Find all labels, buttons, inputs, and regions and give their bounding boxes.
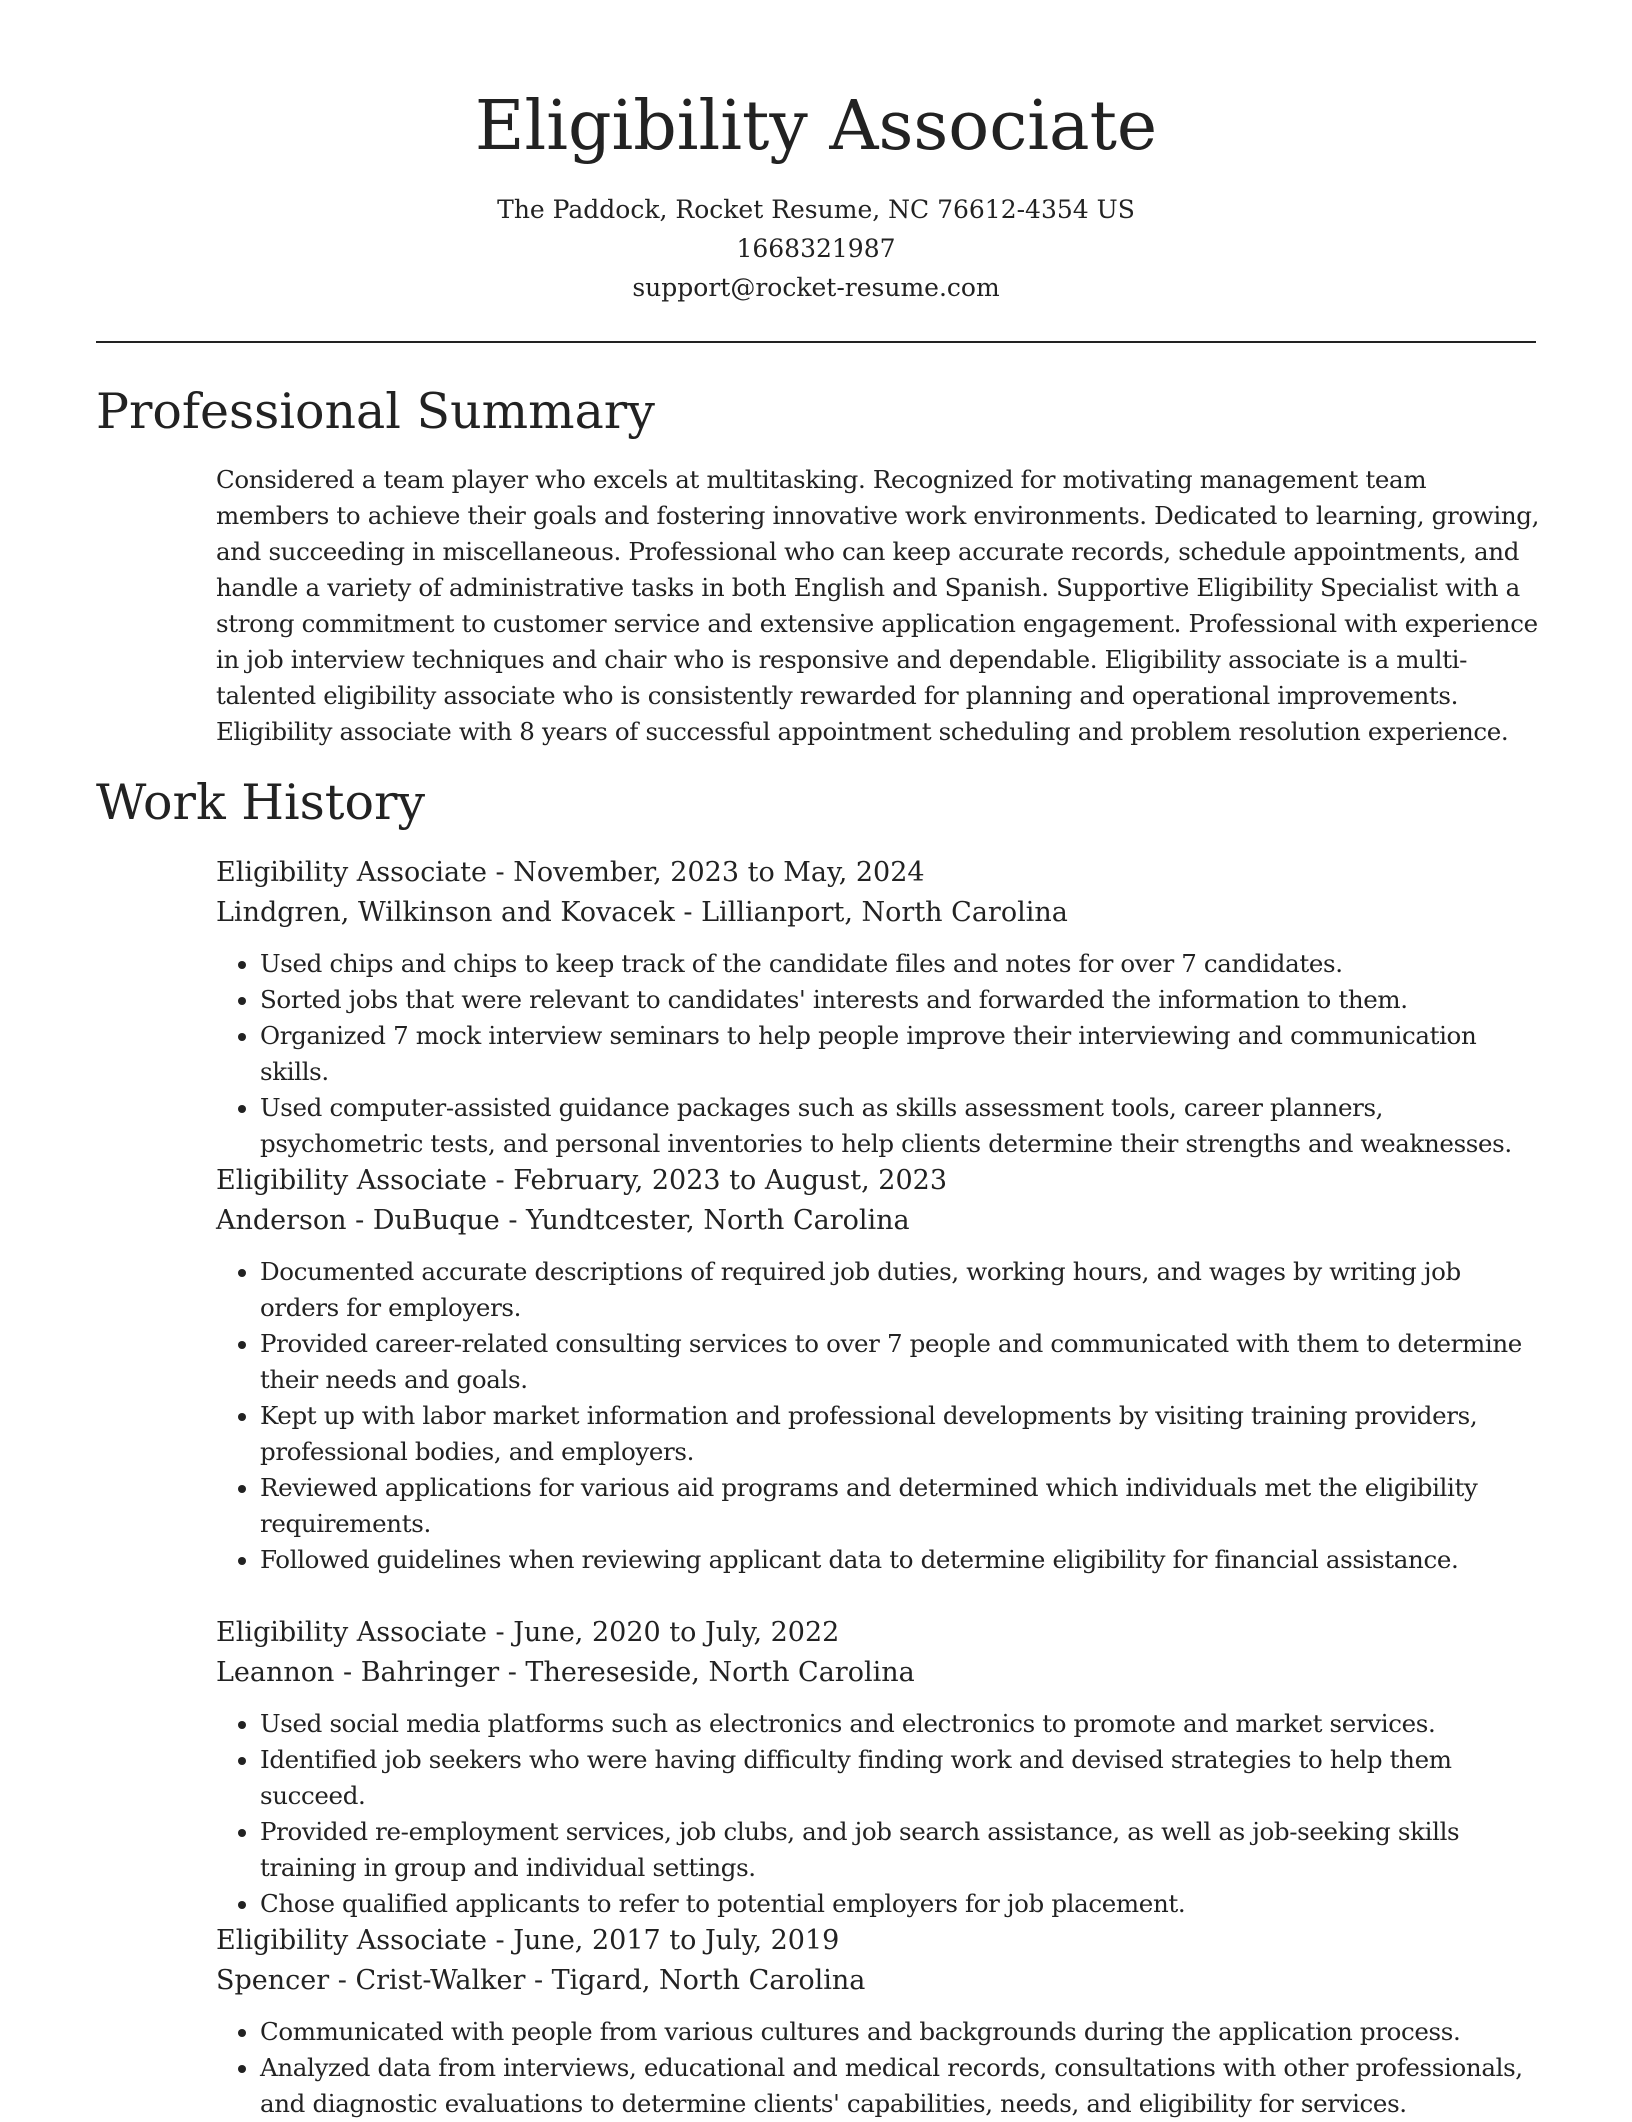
job-company-location: Leannon - Bahringer - Thereseside, North Carolina xyxy=(216,1657,915,1688)
summary-heading: Professional Summary xyxy=(96,383,655,440)
header-divider xyxy=(96,341,1536,343)
job-title-dates: Eligibility Associate - June, 2017 to July, 2019 xyxy=(216,1925,840,1956)
job-title-dates: Eligibility Associate - June, 2020 to July, 2022 xyxy=(216,1617,840,1648)
job-bullet: • Used social media platforms such as electronics and electronics to promote and market services. xyxy=(260,1706,1546,1742)
resume-header xyxy=(0,0,1632,307)
job-bullets xyxy=(216,1254,1546,1578)
job-bullet: • Used computer-assisted guidance packages such as skills assessment tools, career planners, psychometric tests, and personal inventories to help clients determine their strengths and weaknesses. xyxy=(260,1090,1546,1162)
job-bullets xyxy=(216,1706,1546,1922)
job-entry xyxy=(216,1613,1546,1922)
job-bullet: • Chose qualified applicants to refer to potential employers for job placement. xyxy=(260,1886,1546,1922)
address-text: The Paddock, Rocket Resume, NC 76612-4354 US xyxy=(497,195,1135,224)
job-bullet: • Reviewed applications for various aid programs and determined which individuals met the eligibility requirements. xyxy=(260,1470,1546,1542)
job-title-dates: Eligibility Associate - February, 2023 to August, 2023 xyxy=(216,1165,947,1196)
candidate-name: Eligibility Associate xyxy=(474,87,1158,166)
summary-text: Considered a team player who excels at multitasking. Recognized for motivating management team members to achieve their goals and fostering innovative work environments. Dedicated to learning, growing, and succeeding in miscellaneous. Professional who can keep accurate records, schedule appointments, and handle a variety of administrative tasks in both English and Spanish. Supportive Eligibility Specialist with a strong commitment to customer service and extensive application engagement. Professional with experience in job interview techniques and chair who is responsive and dependable. Eligibility associate is a multi-talented eligibility associate who is consistently rewarded for planning and operational improvements. Eligibility associate with 8 years of successful appointment scheduling and problem resolution experience. xyxy=(216,465,1540,746)
job-bullet: • Organized 7 mock interview seminars to help people improve their interviewing and communication skills. xyxy=(260,1018,1546,1090)
job-bullet: • Provided re-employment services, job clubs, and job search assistance, as well as job-seeking skills training in group and individual settings. xyxy=(260,1814,1546,1886)
job-bullets xyxy=(216,946,1546,1162)
job-entry xyxy=(216,1161,1546,1578)
job-bullet: • Identified job seekers who were having difficulty finding work and devised strategies to help them succeed. xyxy=(260,1742,1546,1814)
email-text: support@rocket-resume.com xyxy=(632,273,1000,302)
job-bullet: • Sorted jobs that were relevant to candidates' interests and forwarded the information to them. xyxy=(260,982,1546,1018)
job-bullet: • Kept up with labor market information and professional developments by visiting training providers, professional bodies, and employers. xyxy=(260,1398,1546,1470)
job-title-dates: Eligibility Associate - November, 2023 to May, 2024 xyxy=(216,857,925,888)
job-bullet: • Analyzed data from interviews, educational and medical records, consultations with other professionals, and diagnostic evaluations to determine clients' capabilities, needs, and eligibility for services. xyxy=(260,2050,1546,2122)
job-entry xyxy=(216,1921,1546,2122)
job-bullets xyxy=(216,2014,1546,2122)
job-bullet: • Communicated with people from various cultures and backgrounds during the application process. xyxy=(260,2014,1546,2050)
job-bullet: • Provided career-related consulting services to over 7 people and communicated with them to determine their needs and goals. xyxy=(260,1326,1546,1398)
contact-info xyxy=(0,190,1632,307)
job-bullet: • Documented accurate descriptions of required job duties, working hours, and wages by writing job orders for employers. xyxy=(260,1254,1546,1326)
job-bullet: • Used chips and chips to keep track of the candidate files and notes for over 7 candidates. xyxy=(260,946,1546,982)
job-bullet: • Followed guidelines when reviewing applicant data to determine eligibility for financial assistance. xyxy=(260,1542,1546,1578)
work-history-heading: Work History xyxy=(96,774,426,831)
job-company-location: Anderson - DuBuque - Yundtcester, North Carolina xyxy=(216,1205,910,1236)
job-company-location: Spencer - Crist-Walker - Tigard, North Carolina xyxy=(216,1965,866,1996)
job-company-location: Lindgren, Wilkinson and Kovacek - Lillianport, North Carolina xyxy=(216,897,1068,928)
phone-text: 1668321987 xyxy=(736,234,896,263)
job-entry xyxy=(216,853,1546,1162)
